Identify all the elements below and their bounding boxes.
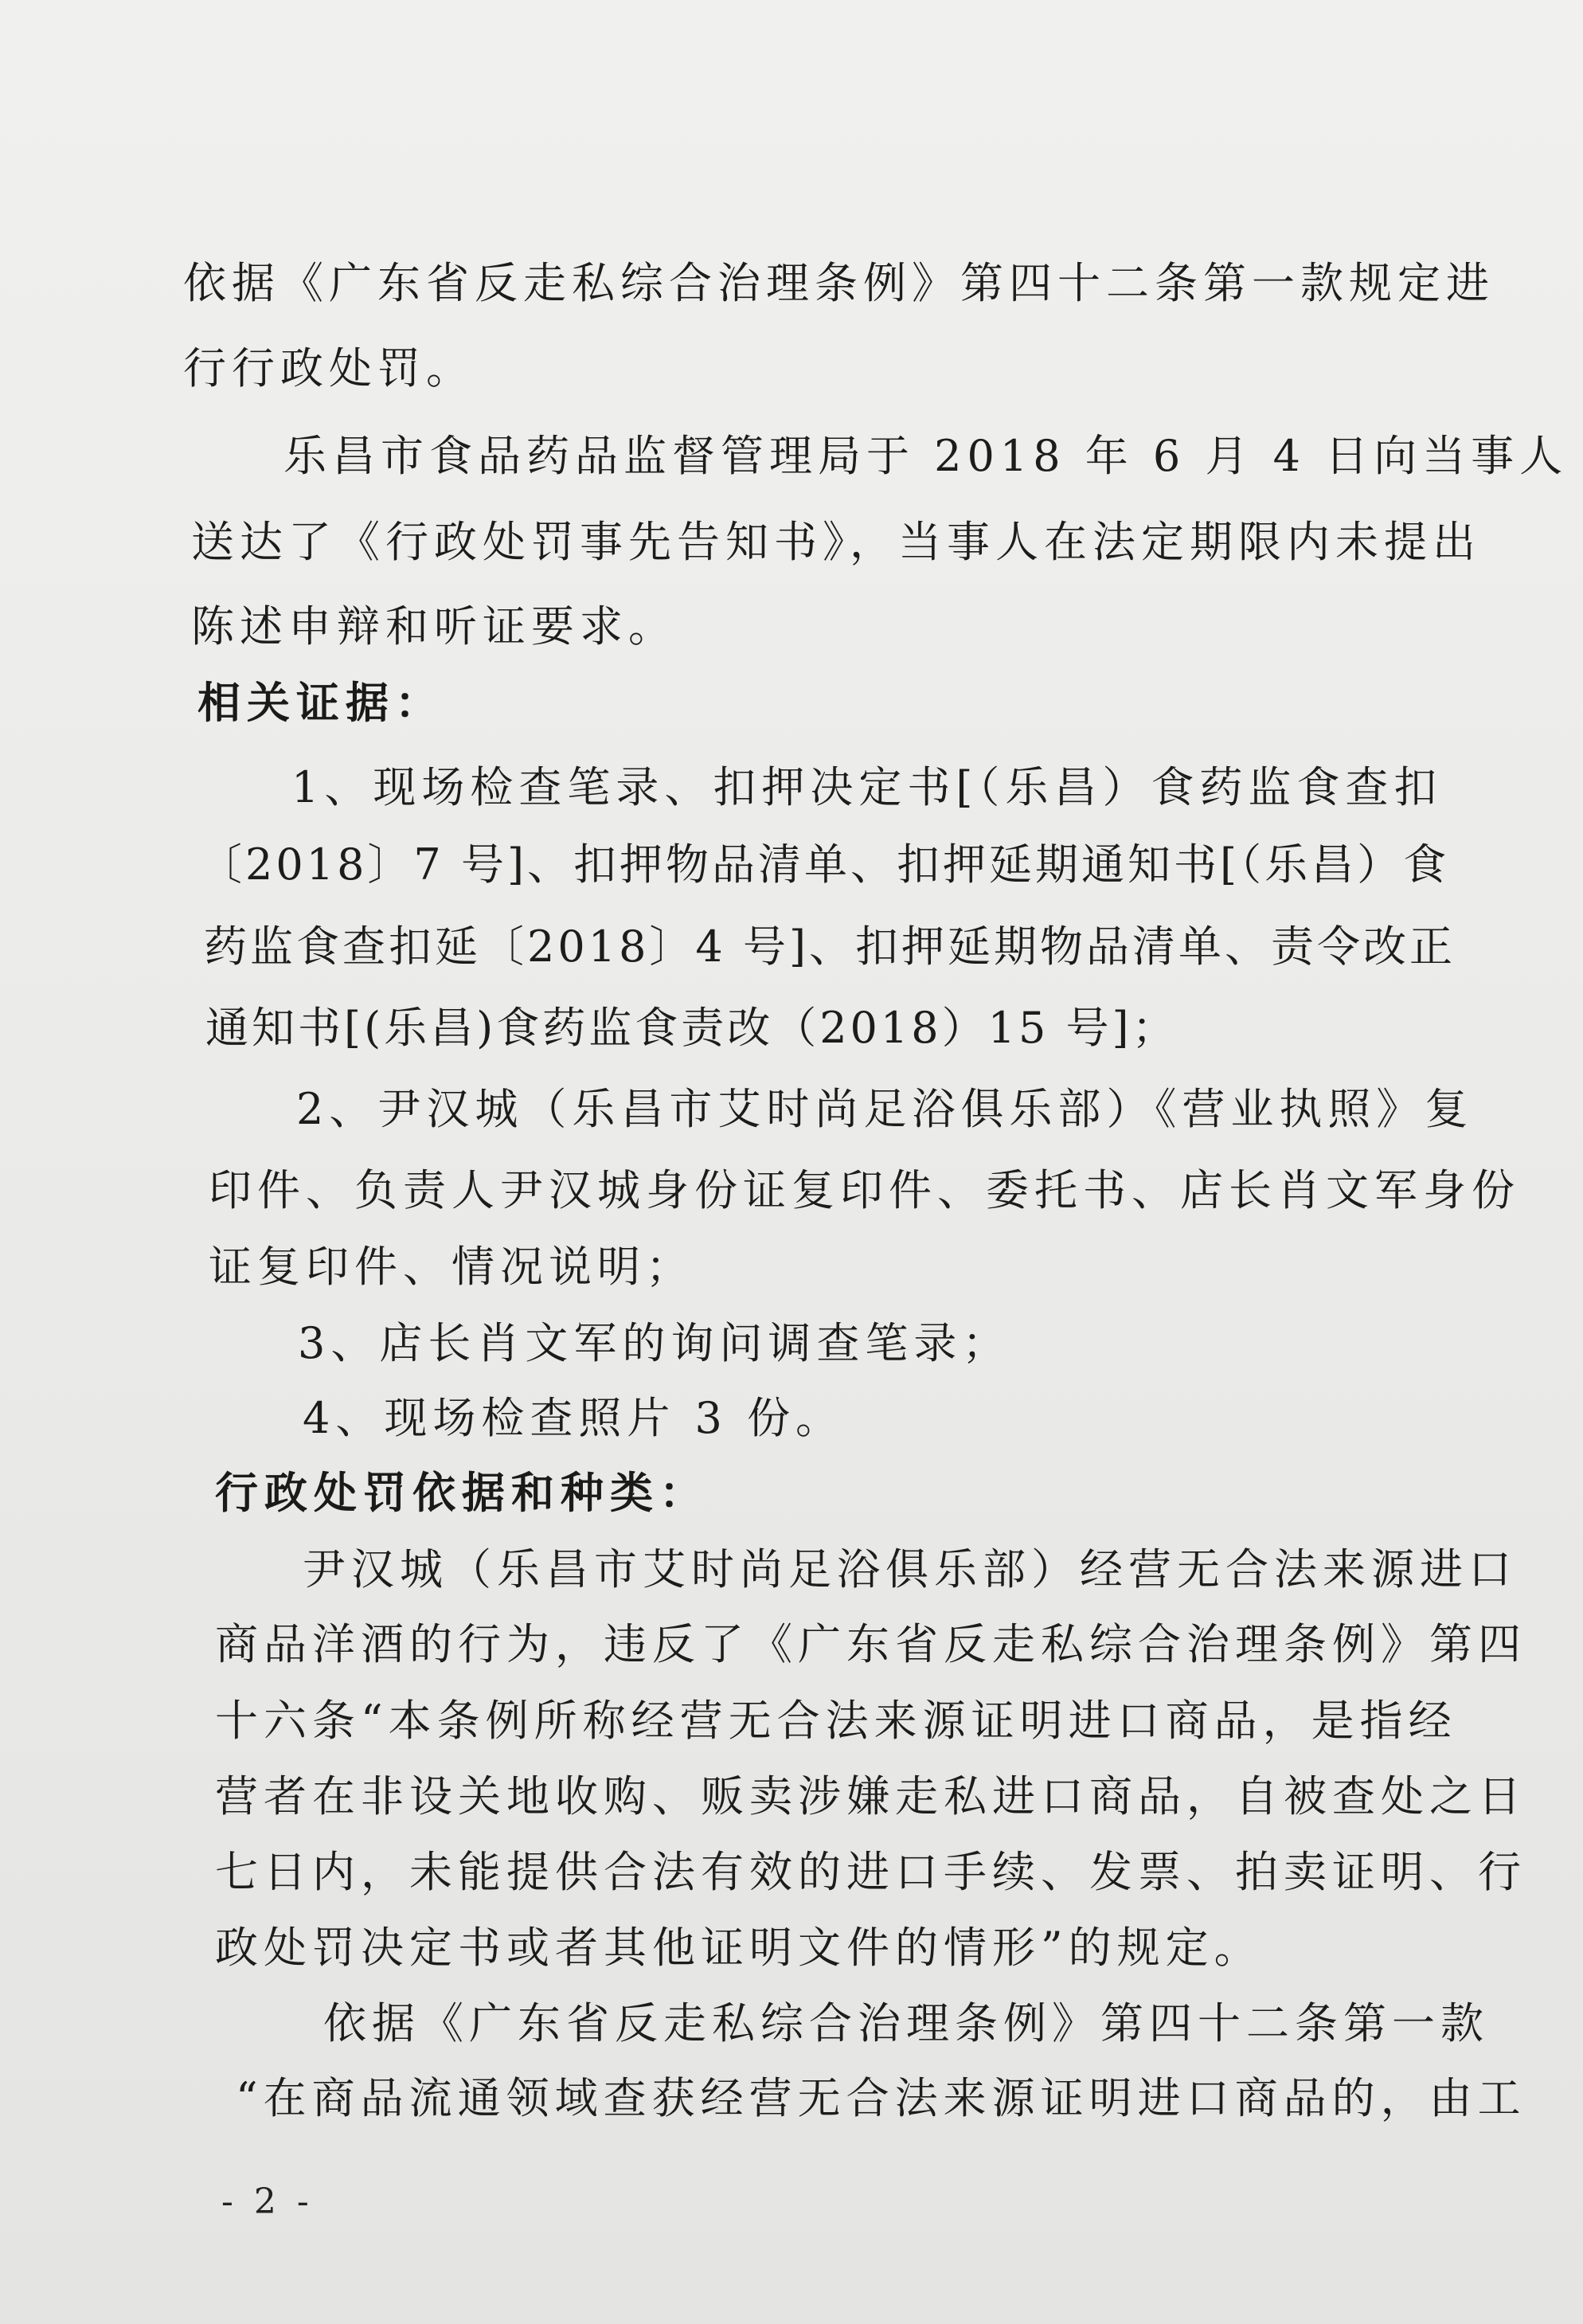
text-line-17: 尹汉城（乐昌市艾时尚足浴俱乐部）经营无合法来源进口 <box>303 1544 1517 1594</box>
text-line-12: 印件、负责人尹汉城身份证复印件、委托书、店长肖文军身份 <box>209 1165 1520 1215</box>
page-number: - 2 - <box>221 2181 314 2222</box>
text-line-19: 十六条“本条例所称经营无合法来源证明进口商品，是指经 <box>215 1696 1457 1746</box>
text-line-14: 3、店长肖文军的询问调查笔录； <box>298 1318 1011 1368</box>
text-line-23: 依据《广东省反走私综合治理条例》第四十二条第一款 <box>323 1998 1489 2048</box>
text-line-21: 七日内，未能提供合法有效的进口手续、发票、拍卖证明、行 <box>215 1847 1526 1897</box>
text-line-9: 药监食查扣延〔2018〕4 号]、扣押延期物品清单、责令改正 <box>204 921 1456 972</box>
text-line-11: 2、尹汉城（乐昌市艾时尚足浴俱乐部）《营业执照》复 <box>296 1084 1474 1134</box>
text-line-20: 营者在非设关地收购、贩卖涉嫌走私进口商品，自被查处之日 <box>215 1771 1526 1821</box>
text-line-1: 依据《广东省反走私综合治理条例》第四十二条第一款规定进 <box>183 258 1495 308</box>
text-line-18: 商品洋酒的行为，违反了《广东省反走私综合治理条例》第四 <box>215 1619 1526 1669</box>
text-line-5: 陈述申辩和听证要求。 <box>191 601 677 651</box>
text-line-10: 通知书[(乐昌)食药监食责改（2018）15 号]； <box>205 1003 1178 1053</box>
evidence-heading: 相关证据： <box>197 678 444 728</box>
text-line-7: 1、现场检查笔录、扣押决定书[（乐昌）食药监食查扣 <box>291 762 1443 812</box>
text-line-2: 行行政处罚。 <box>183 343 475 393</box>
text-line-22: 政处罚决定书或者其他证明文件的情形”的规定。 <box>215 1923 1263 1973</box>
text-line-4: 送达了《行政处罚事先告知书》，当事人在法定期限内未提出 <box>191 517 1481 567</box>
text-line-15: 4、现场检查照片 3 份。 <box>303 1393 845 1443</box>
text-line-13: 证复印件、情况说明； <box>209 1242 694 1292</box>
penalty-basis-heading: 行政处罚依据和种类： <box>215 1468 709 1518</box>
text-line-24: “在商品流通领域查获经营无合法来源证明进口商品的，由工 <box>236 2073 1526 2123</box>
text-line-8: 〔2018〕7 号]、扣押物品清单、扣押延期通知书[（乐昌）食 <box>199 839 1450 890</box>
text-line-3: 乐昌市食品药品监督管理局于 2018 年 6 月 4 日向当事人 <box>283 431 1569 481</box>
